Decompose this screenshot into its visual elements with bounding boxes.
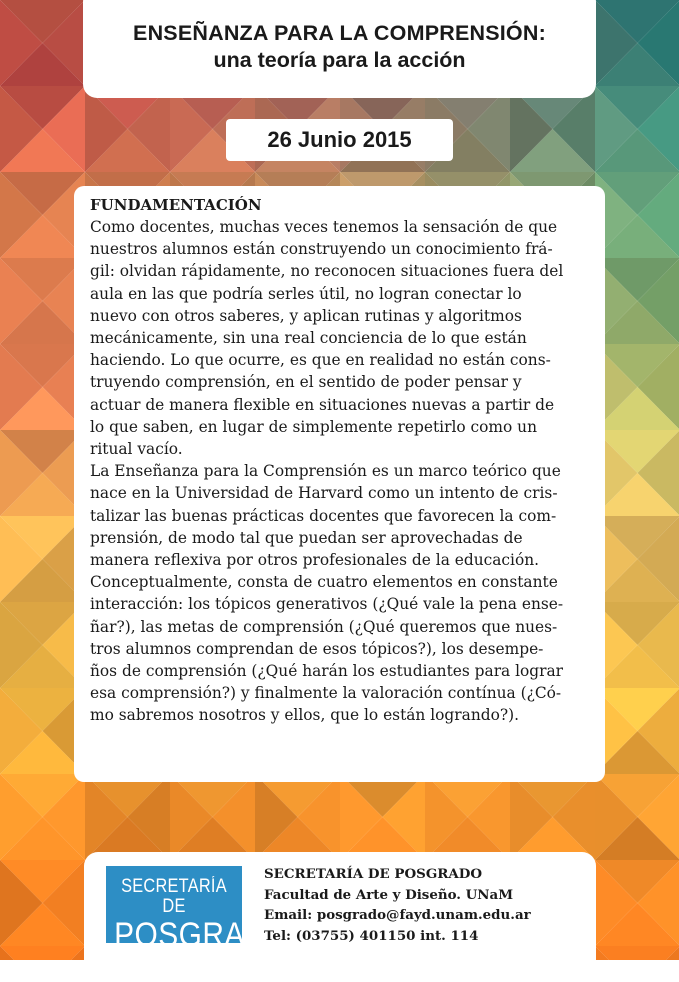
background-triangle [0, 946, 85, 960]
footer-panel [84, 852, 596, 982]
content-panel [74, 186, 605, 782]
title-line-2: una teoría para la acción [83, 46, 596, 74]
posgrado-logo [106, 866, 242, 943]
phone-text: Tel: (03755) 401150 int. 114 [264, 926, 531, 947]
section-heading: FUNDAMENTACIÓN [90, 194, 591, 216]
date-label: 26 Junio 2015 [226, 119, 453, 161]
contact-info [264, 864, 531, 946]
logo-line-2: POSGRADO [114, 917, 234, 953]
background-triangle [595, 946, 679, 960]
faculty-name: Facultad de Arte y Diseño. UNaM [264, 885, 531, 906]
paragraph-2: La Enseñanza para la Comprensión es un marco teórico que nace en la Universidad de Harvard como un intento de cris- talizar las buenas prácticas docentes que favorecen la com- prensión, de modo tal que puedan ser aprovechadas de manera reflexiva por otros profesionales de la educación. Conceptualmente, consta de cuatro elementos en constante interacción: los tópicos generativos (¿Qué vale la pena ense- ñar?), las metas de comprensión (¿Qué queremos que nues- tros alumnos comprendan de esos tópicos?), los desempe- ños de comprensión (¿Qué harán los estudiantes para lograr esa comprensión?) y finalmente la valoración contínua (¿Có- mo sabremos nosotros y ellos, que lo están logrando?). [90, 460, 591, 726]
logo-line-1: SECRETARÍA DE [116, 866, 233, 917]
paragraph-1: Como docentes, muchas veces tenemos la sensación de que nuestros alumnos están construyendo un conocimiento frá- gil: olvidan rápidamente, no reconocen situaciones fuera del aula en las que podría serles útil, no logran conectar lo nuevo con otros saberes, y aplican rutinas y algoritmos mecánicamente, sin una real conciencia de lo que están haciendo. Lo que ocurre, es que en realidad no están cons- truyendo comprensión, en el sentido de poder pensar y actuar de manera flexible en situaciones nuevas a partir de lo que saben, en lugar de simplemente repetirlo como un ritual vacío. [90, 216, 591, 460]
title-line-1: ENSEÑANZA PARA LA COMPRENSIÓN: [83, 20, 596, 46]
email-text: Email: posgrado@fayd.unam.edu.ar [264, 905, 531, 926]
title-panel [83, 0, 596, 98]
org-name: SECRETARÍA DE POSGRADO [264, 864, 531, 885]
